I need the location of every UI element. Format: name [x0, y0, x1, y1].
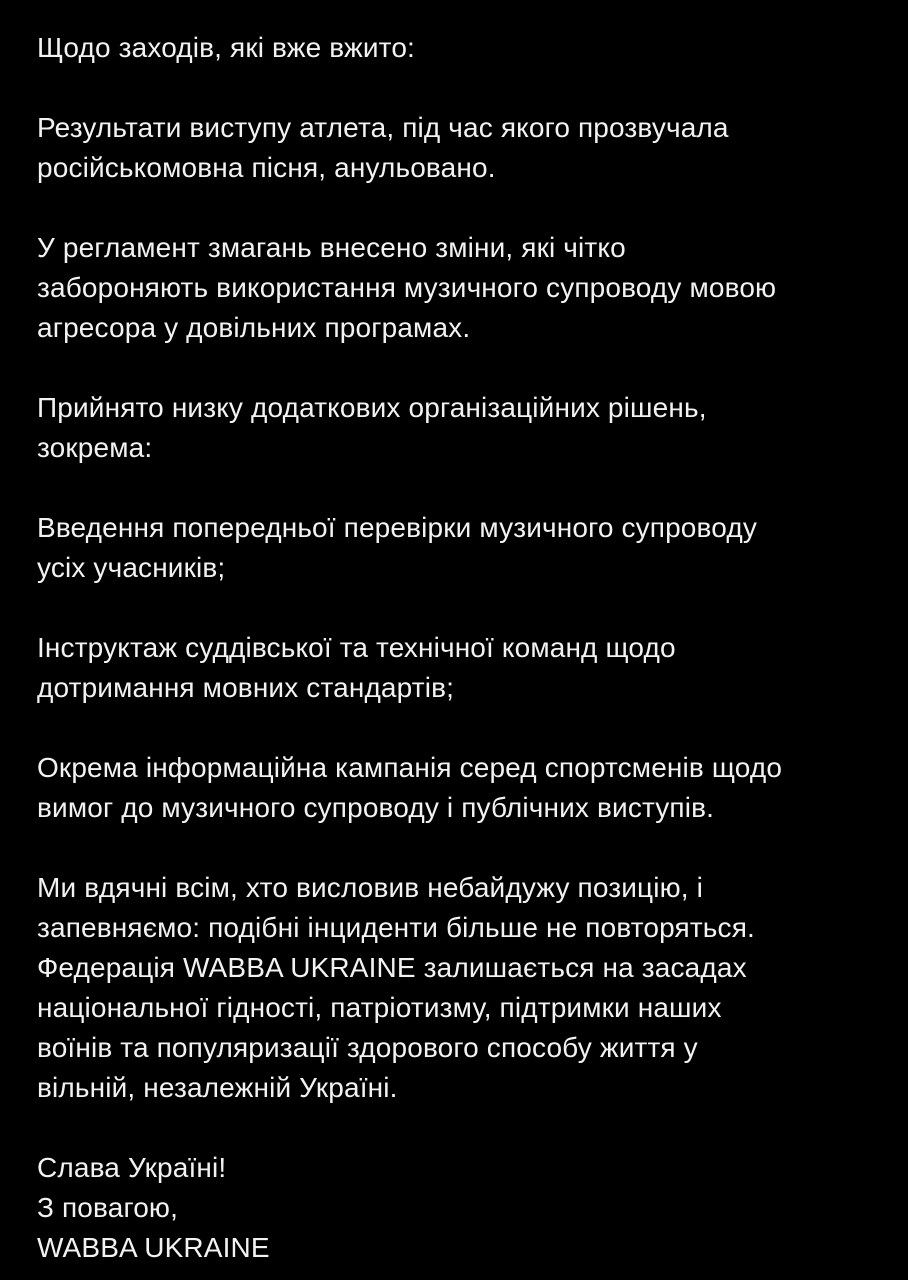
- paragraph-regulation-changes: [37, 228, 897, 348]
- text-line: Прийнято низку додаткових організаційних рішень,: [37, 392, 707, 423]
- paragraph-judges-briefing: [37, 628, 897, 708]
- paragraph-measures-intro: [37, 28, 897, 68]
- paragraph-gratitude: [37, 868, 897, 1108]
- text-line: воїнів та популяризації здорового способу життя у: [37, 1032, 698, 1063]
- signoff-block: [37, 1148, 897, 1268]
- text-line: У регламент змагань внесено зміни, які чітко: [37, 232, 626, 263]
- paragraph-results-annulled: [37, 108, 897, 188]
- paragraph-organizational-decisions: [37, 388, 897, 468]
- text-line: забороняють використання музичного супроводу мовою: [37, 272, 777, 303]
- text-line: національної гідності, патріотизму, підтримки наших: [37, 992, 722, 1023]
- document-body: [37, 28, 897, 1268]
- text-line: усіх учасників;: [37, 552, 226, 583]
- text-line: вільній, незалежній Україні.: [37, 1072, 398, 1103]
- text-line: Результати виступу атлета, під час якого прозвучала: [37, 112, 729, 143]
- paragraph-info-campaign: [37, 748, 897, 828]
- text-line: вимог до музичного супроводу і публічних виступів.: [37, 792, 715, 823]
- paragraph-music-precheck: [37, 508, 897, 588]
- text-line: дотримання мовних стандартів;: [37, 672, 455, 703]
- text-line: Введення попередньої перевірки музичного супроводу: [37, 512, 757, 543]
- text-line: агресора у довільних програмах.: [37, 312, 471, 343]
- text-line: запевняємо: подібні інциденти більше не повторяться.: [37, 912, 755, 943]
- text-line: Ми вдячні всім, хто висловив небайдужу позицію, і: [37, 872, 703, 903]
- signoff-regards: З повагою,: [37, 1192, 179, 1223]
- text-line: Щодо заходів, які вже вжито:: [37, 32, 415, 63]
- text-line: Інструктаж суддівської та технічної команд щодо: [37, 632, 676, 663]
- signoff-slogan: Слава Україні!: [37, 1152, 227, 1183]
- text-line: Окрема інформаційна кампанія серед спортсменів щодо: [37, 752, 783, 783]
- text-line: Федерація WABBA UKRAINE залишається на засадах: [37, 952, 747, 983]
- text-line: зокрема:: [37, 432, 153, 463]
- signoff-organization: WABBA UKRAINE: [37, 1232, 270, 1263]
- text-line: російськомовна пісня, анульовано.: [37, 152, 496, 183]
